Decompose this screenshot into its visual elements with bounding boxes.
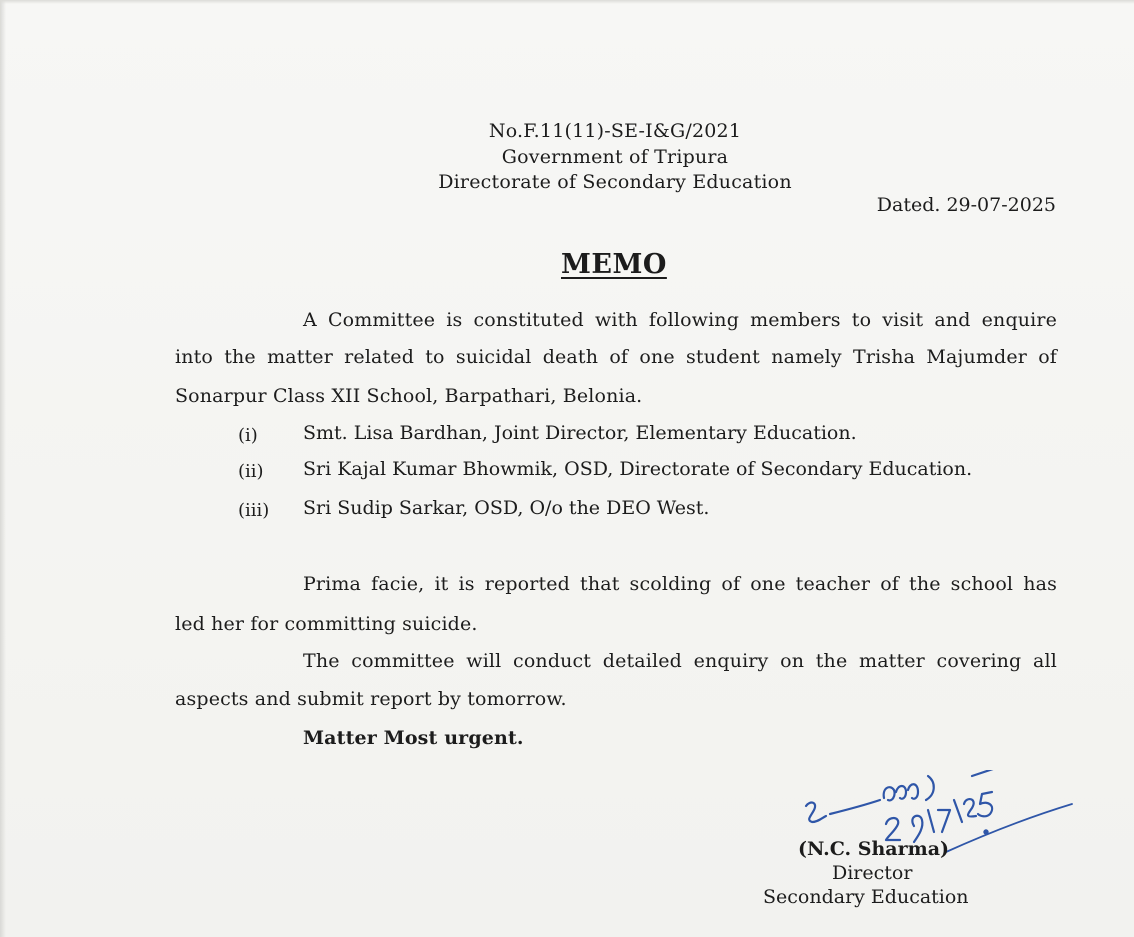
government-name: Government of Tripura <box>501 146 729 168</box>
intro-line-3: Sonarpur Class XII School, Barpathari, Belonia. <box>175 385 643 407</box>
member-item: Smt. Lisa Bardhan, Joint Director, Elementary Education. <box>303 422 857 444</box>
signatory-department: Secondary Education <box>763 886 969 908</box>
memo-title: MEMO <box>561 249 667 280</box>
memo-date: Dated. 29-07-2025 <box>876 194 1056 216</box>
member-item: Sri Sudip Sarkar, OSD, O/o the DEO West. <box>303 497 710 519</box>
signatory-designation: Director <box>832 862 913 884</box>
file-number: No.F.11(11)-SE-I&G/2021 <box>488 120 742 142</box>
member-number: (iii) <box>238 500 270 521</box>
member-number: (i) <box>238 425 258 446</box>
para2-line-1: Prima facie, it is reported that scolding of one teacher of the school has <box>303 573 1057 595</box>
para3-line-1: The committee will conduct detailed enquiry on the matter covering all <box>303 650 1057 672</box>
member-number: (ii) <box>238 461 264 482</box>
para2-line-2: led her for committing suicide. <box>175 613 478 635</box>
directorate-name: Directorate of Secondary Education <box>438 171 792 193</box>
intro-line-1: A Committee is constituted with following members to visit and enquire <box>303 309 1057 331</box>
intro-line-2: into the matter related to suicidal death of one student namely Trisha Majumder of <box>175 346 1057 368</box>
para3-line-2: aspects and submit report by tomorrow. <box>175 688 567 710</box>
signatory-name: (N.C. Sharma) <box>798 838 950 860</box>
urgent-note: Matter Most urgent. <box>303 727 524 749</box>
member-item: Sri Kajal Kumar Bhowmik, OSD, Directorate of Secondary Education. <box>303 458 973 480</box>
